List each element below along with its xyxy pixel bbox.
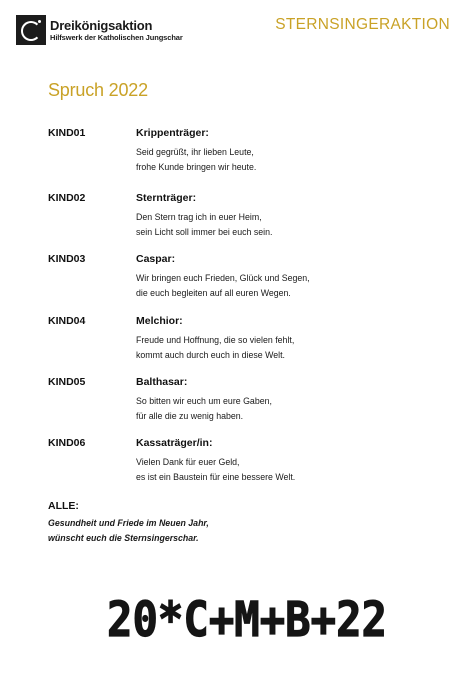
verse-line: die euch begleiten auf all euren Wegen. xyxy=(136,288,291,298)
verse-line: Seid gegrüßt, ihr lieben Leute, xyxy=(136,147,254,157)
verse-text xyxy=(136,455,295,485)
verse-line: So bitten wir euch um eure Gaben, xyxy=(136,396,272,406)
page-title: Spruch 2022 xyxy=(48,80,148,100)
verse-text xyxy=(136,394,272,424)
alle-verse xyxy=(48,516,209,546)
logo-title: Dreikönigsaktion xyxy=(50,17,153,33)
verse-text xyxy=(136,333,294,363)
verse-line: Freude und Hoffnung, die so vielen fehlt, xyxy=(136,335,295,345)
blessing-inscription xyxy=(104,586,390,648)
verse-line: Wir bringen euch Frieden, Glück und Segen, xyxy=(136,273,310,283)
logo-subtitle: Hilfswerk der Katholischen Jungschar xyxy=(50,32,183,42)
verse-line: es ist ein Baustein für eine bessere Welt. xyxy=(136,472,296,482)
verse-text xyxy=(136,271,310,301)
role-label: Kassaträger/in: xyxy=(136,437,213,449)
verse-line: sein Licht soll immer bei euch sein. xyxy=(136,227,273,237)
alle-verse-line: Gesundheit und Friede im Neuen Jahr, xyxy=(48,518,209,528)
kind-label: KIND04 xyxy=(48,315,86,327)
kind-label: KIND03 xyxy=(48,253,86,265)
kind-label: KIND06 xyxy=(48,437,86,449)
kind-label: KIND02 xyxy=(48,192,86,204)
verse-line: für alle die zu wenig haben. xyxy=(136,411,244,421)
logo-mark-icon xyxy=(16,15,46,45)
role-label: Melchior: xyxy=(136,315,183,327)
page-header xyxy=(0,0,472,52)
verse-line: Vielen Dank für euer Geld, xyxy=(136,457,240,467)
alle-verse-line: wünscht euch die Sternsingerschar. xyxy=(48,533,199,543)
role-label: Balthasar: xyxy=(136,376,188,388)
verse-text xyxy=(136,145,256,175)
verse-line: kommt auch durch euch in diese Welt. xyxy=(136,350,285,360)
kind-label: KIND01 xyxy=(48,127,86,139)
alle-label: ALLE: xyxy=(48,500,79,512)
verse-line: frohe Kunde bringen wir heute. xyxy=(136,162,257,172)
brand-heading: STERNSINGERAKTION xyxy=(275,16,450,33)
verse-line: Den Stern trag ich in euer Heim, xyxy=(136,212,262,222)
role-label: Caspar: xyxy=(136,253,176,265)
role-label: Krippenträger: xyxy=(136,127,209,139)
role-label: Sternträger: xyxy=(136,192,197,204)
kind-label: KIND05 xyxy=(48,376,86,388)
verse-text xyxy=(136,210,272,240)
dreikoenigsaktion-logo xyxy=(16,13,183,47)
blessing-text: 20*C+M+B+22 xyxy=(107,592,387,648)
